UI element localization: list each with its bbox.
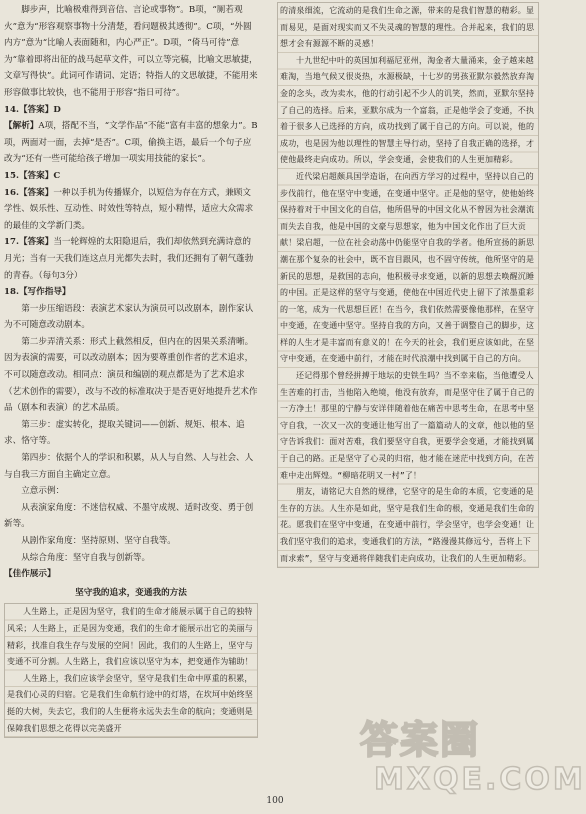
option-analysis-paragraph: 脚步声，比喻极难得到音信、言论或事物”。B项，“厕若观火”意为“形容观察事物十分清楚，看问题极其透彻”。C项，“外圆内方”意为“比喻人表面随和，内心严正”。D项，“倚马可待”意为“靠着即将出征的战马起草文件，可以立等完稿，比喻文思敏捷，文章写得快”。此词可作请词、定语；特指人的文思敏捷，不能用来形容做事比较快，也不能用于形容“指日可待”。 (4, 5, 258, 98)
idea-example-1: 从表演家角度：不迷信权威、不墨守成规、适时改变、勇于创新等。 (4, 502, 254, 530)
essay-paragraph-7: 朋友，请铭记大自然的规律，它坚守的是生命的本质，它变通的是生存的方法。人生亦是如此，坚守是我们生命的根，变通是我们生命的花。愿我们在坚守中变通，在变通中前行，学会坚守，也学会变通！让我们坚守我们的追求，变通我们的方法，“路漫漫其修远兮，吾将上下而求索”，坚守与变通将伴随我们走向成功，让我们的人生更加精彩。 (280, 487, 535, 563)
page-number: 100 (266, 796, 284, 806)
site-watermark-logo (360, 718, 586, 808)
q14-analysis-label: 【解析】 (4, 121, 39, 132)
right-column (277, 2, 539, 568)
watermark-bottom-text: MXQE.COM (374, 762, 586, 797)
watermark-top-text: 答案圈 (360, 718, 481, 762)
q15-answer (4, 168, 258, 185)
writing-step-4: 第四步：依据个人的学识和积累，从人与自然、人与社会、人与自我三方面自主确定立意。 (4, 453, 254, 480)
essay-paragraph-3: 的清泉细流，它流动的是我们生命之源，带来的是我们智慧的精彩。显而易见，是面对现实而又不失灵魂的智慧的理性。合并起来，我们的思想才会有源源不断的灵感！ (280, 6, 535, 49)
essay-paragraph-2: 人生路上，我们应该学会坚守，坚守是我们生命中厚重的积累，是我们心灵的归宿。它是我们生命航行途中的灯塔，在坎坷中始终坚挺的大树，失去它，我们的人生便将永远失去生命的航向；变通则是保障我们思想之花得以完美盛开 (7, 673, 253, 733)
essay-paragraph-1: 人生路上，正是因为坚守，我们的生命才能展示属于自己的独特风采；人生路上，正是因为变通，我们的生命才能展示出它的美丽与精彩，找准自我生存与发展的空间！因此，我们的人生路上，坚守与变通不可分割。人生路上，我们应该以坚守为本，把变通作为辅助！ (7, 607, 253, 667)
q14-answer (4, 102, 258, 119)
essay-grid-left (4, 603, 258, 738)
essay-paragraph-6: 还记得那个曾经拼搏于地坛的史铁生吗？当不幸来临，当他遭受人生苦难的打击，当他陷入绝境，他没有放弃，而是坚守住了属于自己的一方净土！那里的宁静与安详伴随着他在痛苦中思考生命，在思考中坚守自我，一次又一次的变通让他写出了一篇篇动人的文章，他以他的坚守告诉我们：面对苦难，我们要坚守自我，更要学会变通，才能找到属于自己的路。正是坚守了心灵的归宿，他才能在迷茫中找到方向，在苦难中走出辉煌。“柳暗花明又一村”了！ (280, 371, 535, 480)
q15-answer-label: 15.【答案】C (4, 170, 61, 181)
showcase-label: 【佳作展示】 (4, 569, 56, 580)
q18-heading-label: 18.【写作指导】 (4, 287, 71, 298)
q16-answer-label: 16.【答案】 (4, 187, 54, 198)
writing-step-2: 第二步弄清关系：形式上截然相反，但内在的因果关系清晰。因为表演的需要，可以改动剧本；因为要尊重创作者的艺术追求，不可以随意改动。相同点：演员和编剧的观点都是为了艺术追求（艺术创作的需要），改与不改的标准取决于是否更好地提升艺术作品（剧本和表演）的艺术品质。 (4, 336, 258, 414)
q14-analysis (4, 118, 258, 168)
essay-title: 坚守我的追求，变通我的方法 (75, 587, 187, 598)
q16-answer (4, 185, 258, 235)
q17-answer (4, 234, 258, 284)
essay-paragraph-5: 近代梁启超颇具国学造诣，在向西方学习的过程中，坚持以自己的步伐前行，他在坚守中变通，在变通中坚守。正是他的坚守，使他始终保持着对于中国文化的自信，他所倡导的中国文化从不曾因为社会潮流而失去自我，他是中国的文豪与思想家，他为中国文化作出了巨大贡献！梁启超，一位在社会动荡中仍能坚守自我的学者。他所宣扬的新思潮在那个复杂的社会中，既不盲目跟风，也不固守传统，他所坚守的是新民的思想，是救国的志向，他积极寻求变通，以新的思想去唤醒沉睡的中国。正是这样的坚守与变通，使他在中国近代史上留下了浓墨重彩的一笔，成为一代思想巨匠！在当今，我们依然需要像他那样，在坚守中变通，在变通中坚守。坚持自我的方向，又善于调整自己的脚步，这样的人生才是丰富而有意义的！在今天的社会，我们更应该如此，在坚守中变通，在变通中前行，才能在时代浪潮中找到属于自己的方向。 (280, 171, 535, 364)
writing-step-1: 第一步压缩语段：表演艺术家认为演员可以改剧本，剧作家认为不可随意改动剧本。 (4, 303, 254, 331)
q18-heading (4, 284, 258, 301)
q16-answer-text: 一种以手机为传播媒介，以短信为存在方式，兼顾文学性、娱乐性、互动性、时效性等特点，短小精悍，适应大众需求的最佳的文学新门类。 (4, 187, 254, 231)
ideas-title: 立意示例： (21, 486, 65, 497)
q14-analysis-text: A项，搭配不当，“文学作品”不能“富有丰富的想象力”。B项，两面对一面，去掉“是否”。C项，偷换主语，最后一个句子应改为“还有一些可能给孩子增加一项实用技能的家长”。 (4, 121, 258, 165)
q17-answer-label: 17.【答案】 (4, 237, 54, 248)
writing-step-3: 第三步：虚实转化，提取关键词——创新、规矩、根本、追求、恪守等。 (4, 419, 245, 447)
left-column (4, 2, 258, 738)
idea-example-2: 从剧作家角度：坚持原则、坚守自我等。 (21, 536, 176, 546)
q17-answer-text: 当一轮辉煌的太阳隐退后，我们却依然到充满诗意的月光；当有一天我们连这点月光都失去时，我们还拥有了朝气蓬勃的青春。（每句3分） (4, 237, 254, 281)
q14-answer-label: 14.【答案】D (4, 104, 61, 115)
essay-paragraph-4: 十九世纪中叶的英国加利福尼亚州，淘金者大量涌来，金子越来越难淘，当地气候又很炎热，水源极缺，十七岁的男孩亚默尔毅然放弃淘金的念头，改为卖水，他的行动引起不少人的讥笑，然而，亚默尔坚持了自己的选择。后来，亚默尔成为一个富翁，正是他学会了变通，不执着于很多人已选择的方向，成功找到了属于自己的方向。可以说，他的成功，也是因为他以理性的智慧主导行动，坚持了自我正确的选择，才使他最终走向成功。所以，学会变通，会使我们的人生更加精彩。 (280, 55, 535, 165)
essay-grid-right (277, 2, 539, 568)
showcase-heading (4, 566, 258, 583)
idea-example-3: 从综合角度：坚守自我与创新等。 (21, 552, 151, 563)
